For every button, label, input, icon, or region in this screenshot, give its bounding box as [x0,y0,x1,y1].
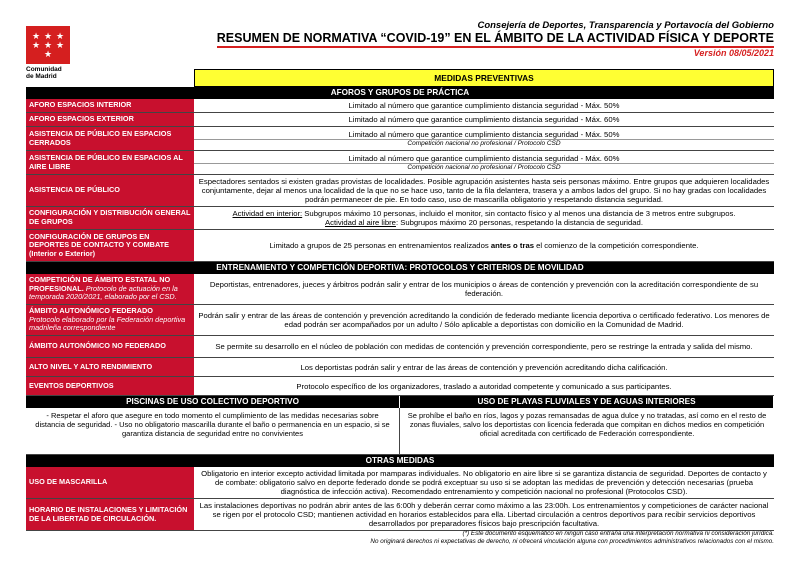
ministry-name: Consejería de Deportes, Transparencia y Portavocía del Gobierno [477,20,774,31]
row-value: Protocolo específico de los organizadores, traslado a autoridad competente y comunicado a sus participantes. [296,381,672,391]
row-label: COMPETICIÓN DE ÁMBITO ESTATAL NO PROFESIONAL. Protocolo de actuación en la temporada 2020/2021, elaborado por el CSD. [26,274,194,304]
section-piscinas: PISCINAS DE USO COLECTIVO DEPORTIVO [26,396,400,408]
row-label: AFORO ESPACIOS INTERIOR [26,99,194,112]
table-row [26,230,774,262]
row-value: Limitado a grupos de 25 personas en entrenamientos realizados antes o tras el comienzo de la competición correspondiente. [269,241,699,250]
version-label: Versión 08/05/2021 [693,48,774,58]
row-value: Limitado al número que garantice cumplimiento distancia seguridad - Máx. 50% Competición nacional no profesional / Protocolo CSD [194,127,774,150]
section-otras: OTRAS MEDIDAS [26,455,774,467]
footnote: (*) Este documento esquemático en ningún caso entraña una interpretación normativa ni consideración jurídica. No originará derechos ni expectativas de derecho, ni ofrecerá vinculación alguna con procedimientos administrativos relacionados con el mismo. [370,530,774,545]
row-value: Podrán salir y entrar de las áreas de contención y prevención acreditando la condición de federado mediante licencia deportiva o certificado federativo. Los menores de edad podrán ser acompañados por un adulto / Sólo aplicable a deportistas con domicilio en la Comunidad de Madrid. [198,311,770,329]
row-label: ASISTENCIA DE PÚBLICO [26,175,194,206]
row-value: Limitado al número que garantice cumplimiento distancia seguridad - Máx. 60% [348,115,620,124]
page-title: RESUMEN DE NORMATIVA “COVID-19” EN EL ÁMBITO DE LA ACTIVIDAD FÍSICA Y DEPORTE [217,31,774,48]
table-row [26,377,774,396]
row-label: ASISTENCIA DE PÚBLICO EN ESPACIOS AL AIRE LIBRE [26,151,194,174]
section-aforos: AFOROS Y GRUPOS DE PRÁCTICA [26,87,774,99]
table-row [26,175,774,207]
table-row [26,305,774,336]
row-value: Obligatorio en interior excepto actividad limitada por mamparas individuales. No obligatorio en aire libre si se garantiza distancia de seguridad. Deportes de contacto y de combate: obligatorio salvo en deporte federado donde se podrá exceptuar su uso si se adoptan las medidas de prevención y detección necesarias (prueba diagnóstica de infección activa). Recomendado entrenamiento y competición nacional no profesional (Protocolos CSD). [201,469,767,496]
table-row [26,499,774,531]
row-value: Limitado al número que garantice cumplimiento distancia seguridad - Máx. 60% Competición nacional no profesional / Protocolo CSD [194,151,774,174]
row-label: ÁMBITO AUTONÓMICO FEDERADO Protocolo elaborado por la Federación deportiva madrileña correspondiente [26,305,194,335]
table-row [26,127,774,151]
table-row [26,207,774,230]
page-header [217,20,774,58]
logo-text: Comunidad de Madrid [26,66,62,80]
table-row [26,358,774,377]
medidas-header: MEDIDAS PREVENTIVAS [194,69,774,87]
table-row [26,113,774,127]
row-label: USO DE MASCARILLA [26,467,194,498]
summary-table [26,69,774,531]
row-label: AFORO ESPACIOS EXTERIOR [26,113,194,126]
table-row [26,99,774,113]
row-value: Las instalaciones deportivas no podrán abrir antes de las 6:00h y deberán cerrar como máximo a las 23:00h. Los entrenamientos y competiciones de carácter nacional se rigen por el protocolo CSD; mantienen actividad en horarios establecidos para ella. Libertad circulación a centros deportivos para recibir servicios deportivos desarrollados por preparadores físicos bajo prescripción facultativa. [199,501,769,528]
table-row [26,151,774,175]
row-label: ALTO NIVEL Y ALTO RENDIMIENTO [26,358,194,376]
table-row [26,336,774,358]
row-label: CONFIGURACIÓN Y DISTRIBUCIÓN GENERAL DE GRUPOS [26,207,194,229]
table-row [26,274,774,305]
piscinas-text: - Respetar el aforo que asegure en todo momento el cumplimiento de las medidas necesarias sobre distancia de seguridad. - Uso no obligatorio mascarilla durante el baño o permanencia en un espacio, si se garantiza distancia de seguridad entre no convivientes [26,408,400,454]
row-value: Se permite su desarrollo en el núcleo de población con medidas de contención y prevención correspondiente, pero se restringe la entrada y salida del mismo. [215,342,753,351]
row-value: Espectadores sentados si existen gradas provistas de localidades. Posible agrupación asistentes hasta seis personas máximo. Entre grupos que adquieren localidades conjuntamente, dejar al menos una localidad de la que no se hace uso, tanto de la fila delantera, trasera y a ambos lados del grupo. Si no hay gradas con localidades podrán permanecer de pie. En todo caso, uso de mascarilla obligatorio y respetando distancia seguridad. [198,177,770,204]
row-label: ASISTENCIA DE PÚBLICO EN ESPACIOS CERRADOS [26,127,194,150]
row-value: Los deportistas podrán salir y entrar de las áreas de contención y prevención acreditando dicha calificación. [300,362,668,372]
row-value: Deportistas, entrenadores, jueces y árbitros podrán salir y entrar de los municipios o áreas de contención y prevención con la acreditación correspondiente de su federación. [209,280,759,298]
row-value: Actividad en interior: Subgrupos máximo 10 personas, incluido el monitor, sin contacto físico y al menos una distancia de 3 metros entre subgrupos. Actividad al aire libre: Subgrupos máximo 20 personas, respetando la distancia de seguridad. [232,209,736,227]
section-playas: USO DE PLAYAS FLUVIALES Y DE AGUAS INTERIORES [400,396,774,408]
row-value: Limitado al número que garantice cumplimiento distancia seguridad - Máx. 50% [348,101,620,110]
row-label: HORARIO DE INSTALACIONES Y LIMITACIÓN DE LA LIBERTAD DE CIRCULACIÓN. [26,499,194,530]
playas-text: Se prohíbe el baño en ríos, lagos y pozas remansadas de agua dulce y no tratadas, así como en el resto de zonas fluviales, salvo los deportistas con licencia federada que compitan en dichos medios en competición oficial acreditada con certificado de Federación correspondiente. [407,411,767,438]
flag-stars-icon: ★ ★ ★ ★ ★ ★ ★ [26,26,70,64]
row-label: EVENTOS DEPORTIVOS [26,377,194,395]
row-label: ÁMBITO AUTONÓMICO NO FEDERADO [26,336,194,357]
section-entrenamiento: ENTRENAMIENTO Y COMPETICIÓN DEPORTIVA: PROTOCOLOS Y CRITERIOS DE MOVILIDAD [26,262,774,274]
table-row [26,467,774,499]
row-label: CONFIGURACIÓN DE GRUPOS EN DEPORTES DE CONTACTO Y COMBATE (Interior o Exterior) [26,230,194,261]
pools-beaches-block [26,396,774,455]
